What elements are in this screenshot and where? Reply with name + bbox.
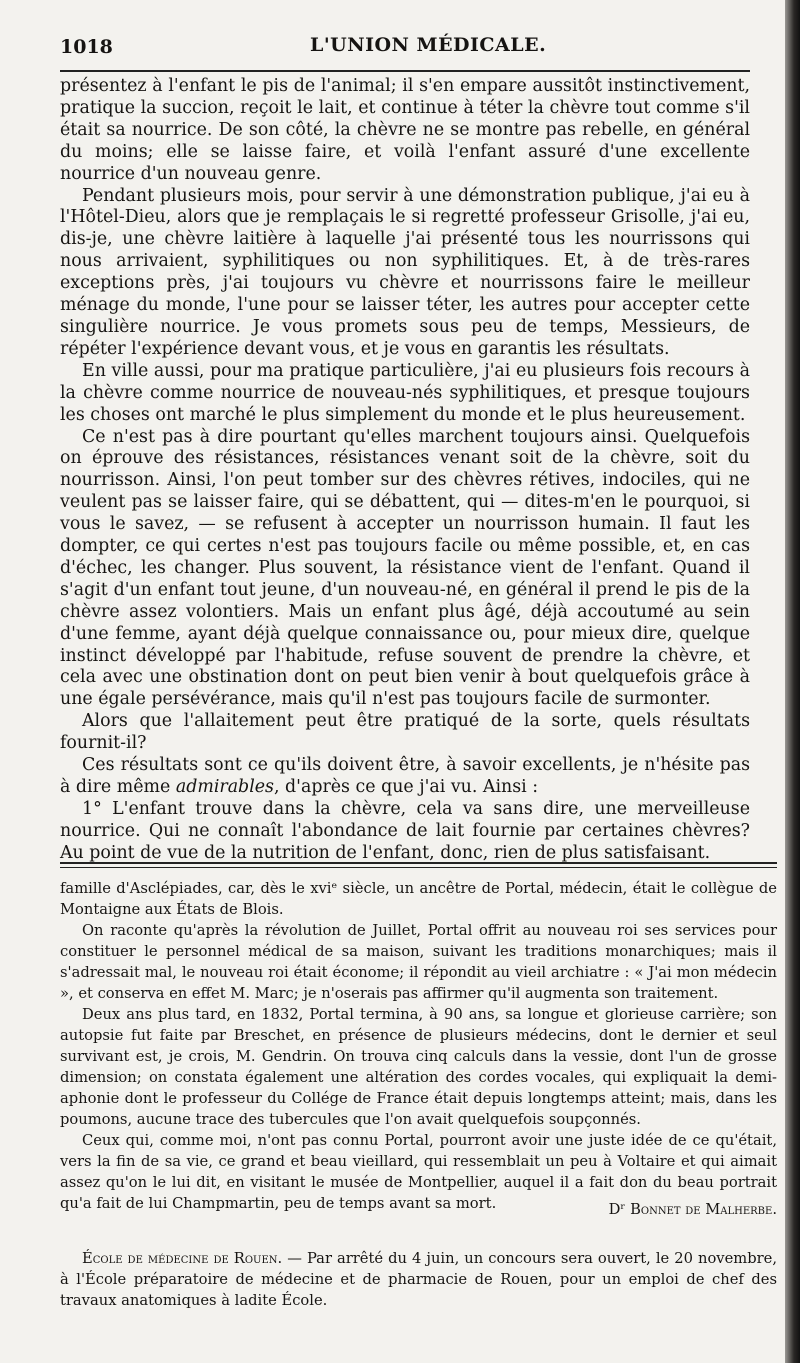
running-title: L'UNION MÉDICALE. — [310, 34, 547, 56]
notice-paragraph — [60, 1248, 777, 1311]
news-notice — [60, 1248, 777, 1311]
main-text — [60, 76, 750, 865]
footnote-block — [60, 878, 777, 1214]
notice-title: École de médecine de Rouen. — [82, 1250, 283, 1267]
footnote-paragraph-1: famille d'Asclépiades, car, dès le xviᵉ siècle, un ancêtre de Portal, médecin, était le collègue de Montaigne aux États de Blois. — [60, 880, 777, 918]
resultats-text-start: Ces résultats sont ce qu'ils doivent être, à savoir excellents, je n'hésite pas à dire même — [60, 755, 750, 797]
header-rule — [60, 70, 750, 72]
footnote-paragraph-3: Deux ans plus tard, en 1832, Portal termina, à 90 ans, sa longue et glorieuse carrière; son autopsie fut faite par Breschet, en présence de plusieurs médecins, dont le dernier et seul survivant est, je crois, M. Gendrin. On trouva cinq calculs dans la vessie, dont l'un de grosse dimension; on constata également une altération des cordes vocales, qui expliquait la demi-aphonie dont le professeur du Collége de France était depuis longtemps atteint; mais, dans les poumons, aucune trace des tubercules que l'on avait quelquefois soupçonnés. — [60, 1006, 777, 1128]
footnote-paragraph-4: Ceux qui, comme moi, n'ont pas connu Portal, pourront avoir une juste idée de ce qu'était, vers la fin de sa vie, ce grand et beau vieillard, qui ressemblait un peu à Voltaire et qui aimait assez qu'on le lui dit, en visitant le musée de Montpellier, auquel il a fait don du beau portrait qu'a fait de lui Champmartin, peu de temps avant sa mort. — [60, 1132, 777, 1212]
footnote-paragraph-2: On raconte qu'après la révolution de Juillet, Portal offrit au nouveau roi ses services pour constituer le personnel médical de sa maison, suivant les traditions monarchiques; mais il s'adressait mal, le nouveau roi était économe; il répondit au vieil archiatre : « J'ai mon médecin », et conserva en effet M. Marc; je n'oserais pas affirmer qu'il augmenta son traitement. — [60, 922, 777, 1002]
paragraph-en-ville: En ville aussi, pour ma pratique particulière, j'ai eu plusieurs fois recours à la chèvre comme nourrice de nouveau-nés syphilitiques, et presque toujours les choses ont marché le plus simplement du monde et le plus heureusement. — [60, 360, 750, 425]
book-spine-shadow — [785, 0, 800, 1363]
paragraph-continuation: présentez à l'enfant le pis de l'animal; il s'en empare aussitôt instinctivement, pratique la succion, reçoit le lait, et continue à téter la chèvre tout comme s'il était sa nourrice. De son côté, la chèvre ne se montre pas rebelle, en général du moins; elle se laisse faire, et voilà l'enfant assuré d'une excellente nourrice d'un nouveau genre. — [60, 76, 750, 184]
page-number: 1018 — [60, 36, 113, 58]
page-header — [60, 32, 750, 68]
paragraph-point-one: 1° L'enfant trouve dans la chèvre, cela va sans dire, une merveilleuse nourrice. Qui ne connaît l'abondance de lait fournie par certaines chèvres? Au point de vue de la nutrition de l'enfant, donc, rien de plus satisfaisant. — [60, 798, 750, 863]
footnote-separator — [60, 862, 777, 868]
notice-text: — Par arrêté du 4 juin, un concours sera ouvert, le 20 novembre, à l'École préparatoire de médecine et de pharmacie de Rouen, pour un emploi de chef des travaux anatomiques à ladite École. — [60, 1250, 777, 1309]
resultats-text-end: , d'après ce que j'ai vu. Ainsi : — [273, 777, 539, 797]
resultats-emphasis: admirables — [175, 777, 274, 797]
paragraph-question: Alors que l'allaitement peut être pratiqué de la sorte, quels résultats fournit-il? — [60, 711, 750, 754]
paragraph-resultats — [60, 755, 750, 799]
paragraph-hotel-dieu: Pendant plusieurs mois, pour servir à une démonstration publique, j'ai eu à l'Hôtel-Dieu, alors que je remplaçais le si regretté professeur Grisolle, j'ai eu, dis-je, une chèvre laitière à laquelle j'ai présenté tous les nourrissons qui nous arrivaient, syphilitiques ou non syphilitiques. Et, à de très-rares exceptions près, j'ai toujours vu chèvre et nourrissons faire le meilleur ménage du monde, l'une pour se laisser téter, les autres pour accepter cette singulière nourrice. Je vous promets sous peu de temps, Messieurs, de répéter l'expérience devant vous, et je vous en garantis les résultats. — [60, 185, 750, 359]
paragraph-resistances: Ce n'est pas à dire pourtant qu'elles marchent toujours ainsi. Quelquefois on éprouve des résistances, résistances venant soit de la chèvre, soit du nourrisson. Ainsi, l'on peut tomber sur des chèvres rétives, indociles, qui ne veulent pas se laisser faire, qui se débattent, qui — dites-m'en le pourquoi, si vous le savez, — se refusent à accepter un nourrisson humain. Il faut les dompter, ce qui certes n'est pas toujours facile ou même possible, et, en cas d'échec, les changer. Plus souvent, la résistance vient de l'enfant. Quand il s'agit d'un enfant tout jeune, d'un nouveau-né, en général il prend le pis de la chèvre assez volontiers. Mais un enfant plus âgé, déjà accoutumé au sein d'une femme, ayant déjà quelque connaissance ou, pour mieux dire, quelque instinct développé par l'habitude, refuse souvent de prendre la chèvre, et cela avec une obstination dont on peut bien venir à bout quelquefois grâce à une égale persévérance, mais qu'il n'est pas toujours facile de surmonter. — [60, 426, 750, 710]
author-signature: Dʳ Bonnet de Malherbe. — [608, 1201, 777, 1218]
